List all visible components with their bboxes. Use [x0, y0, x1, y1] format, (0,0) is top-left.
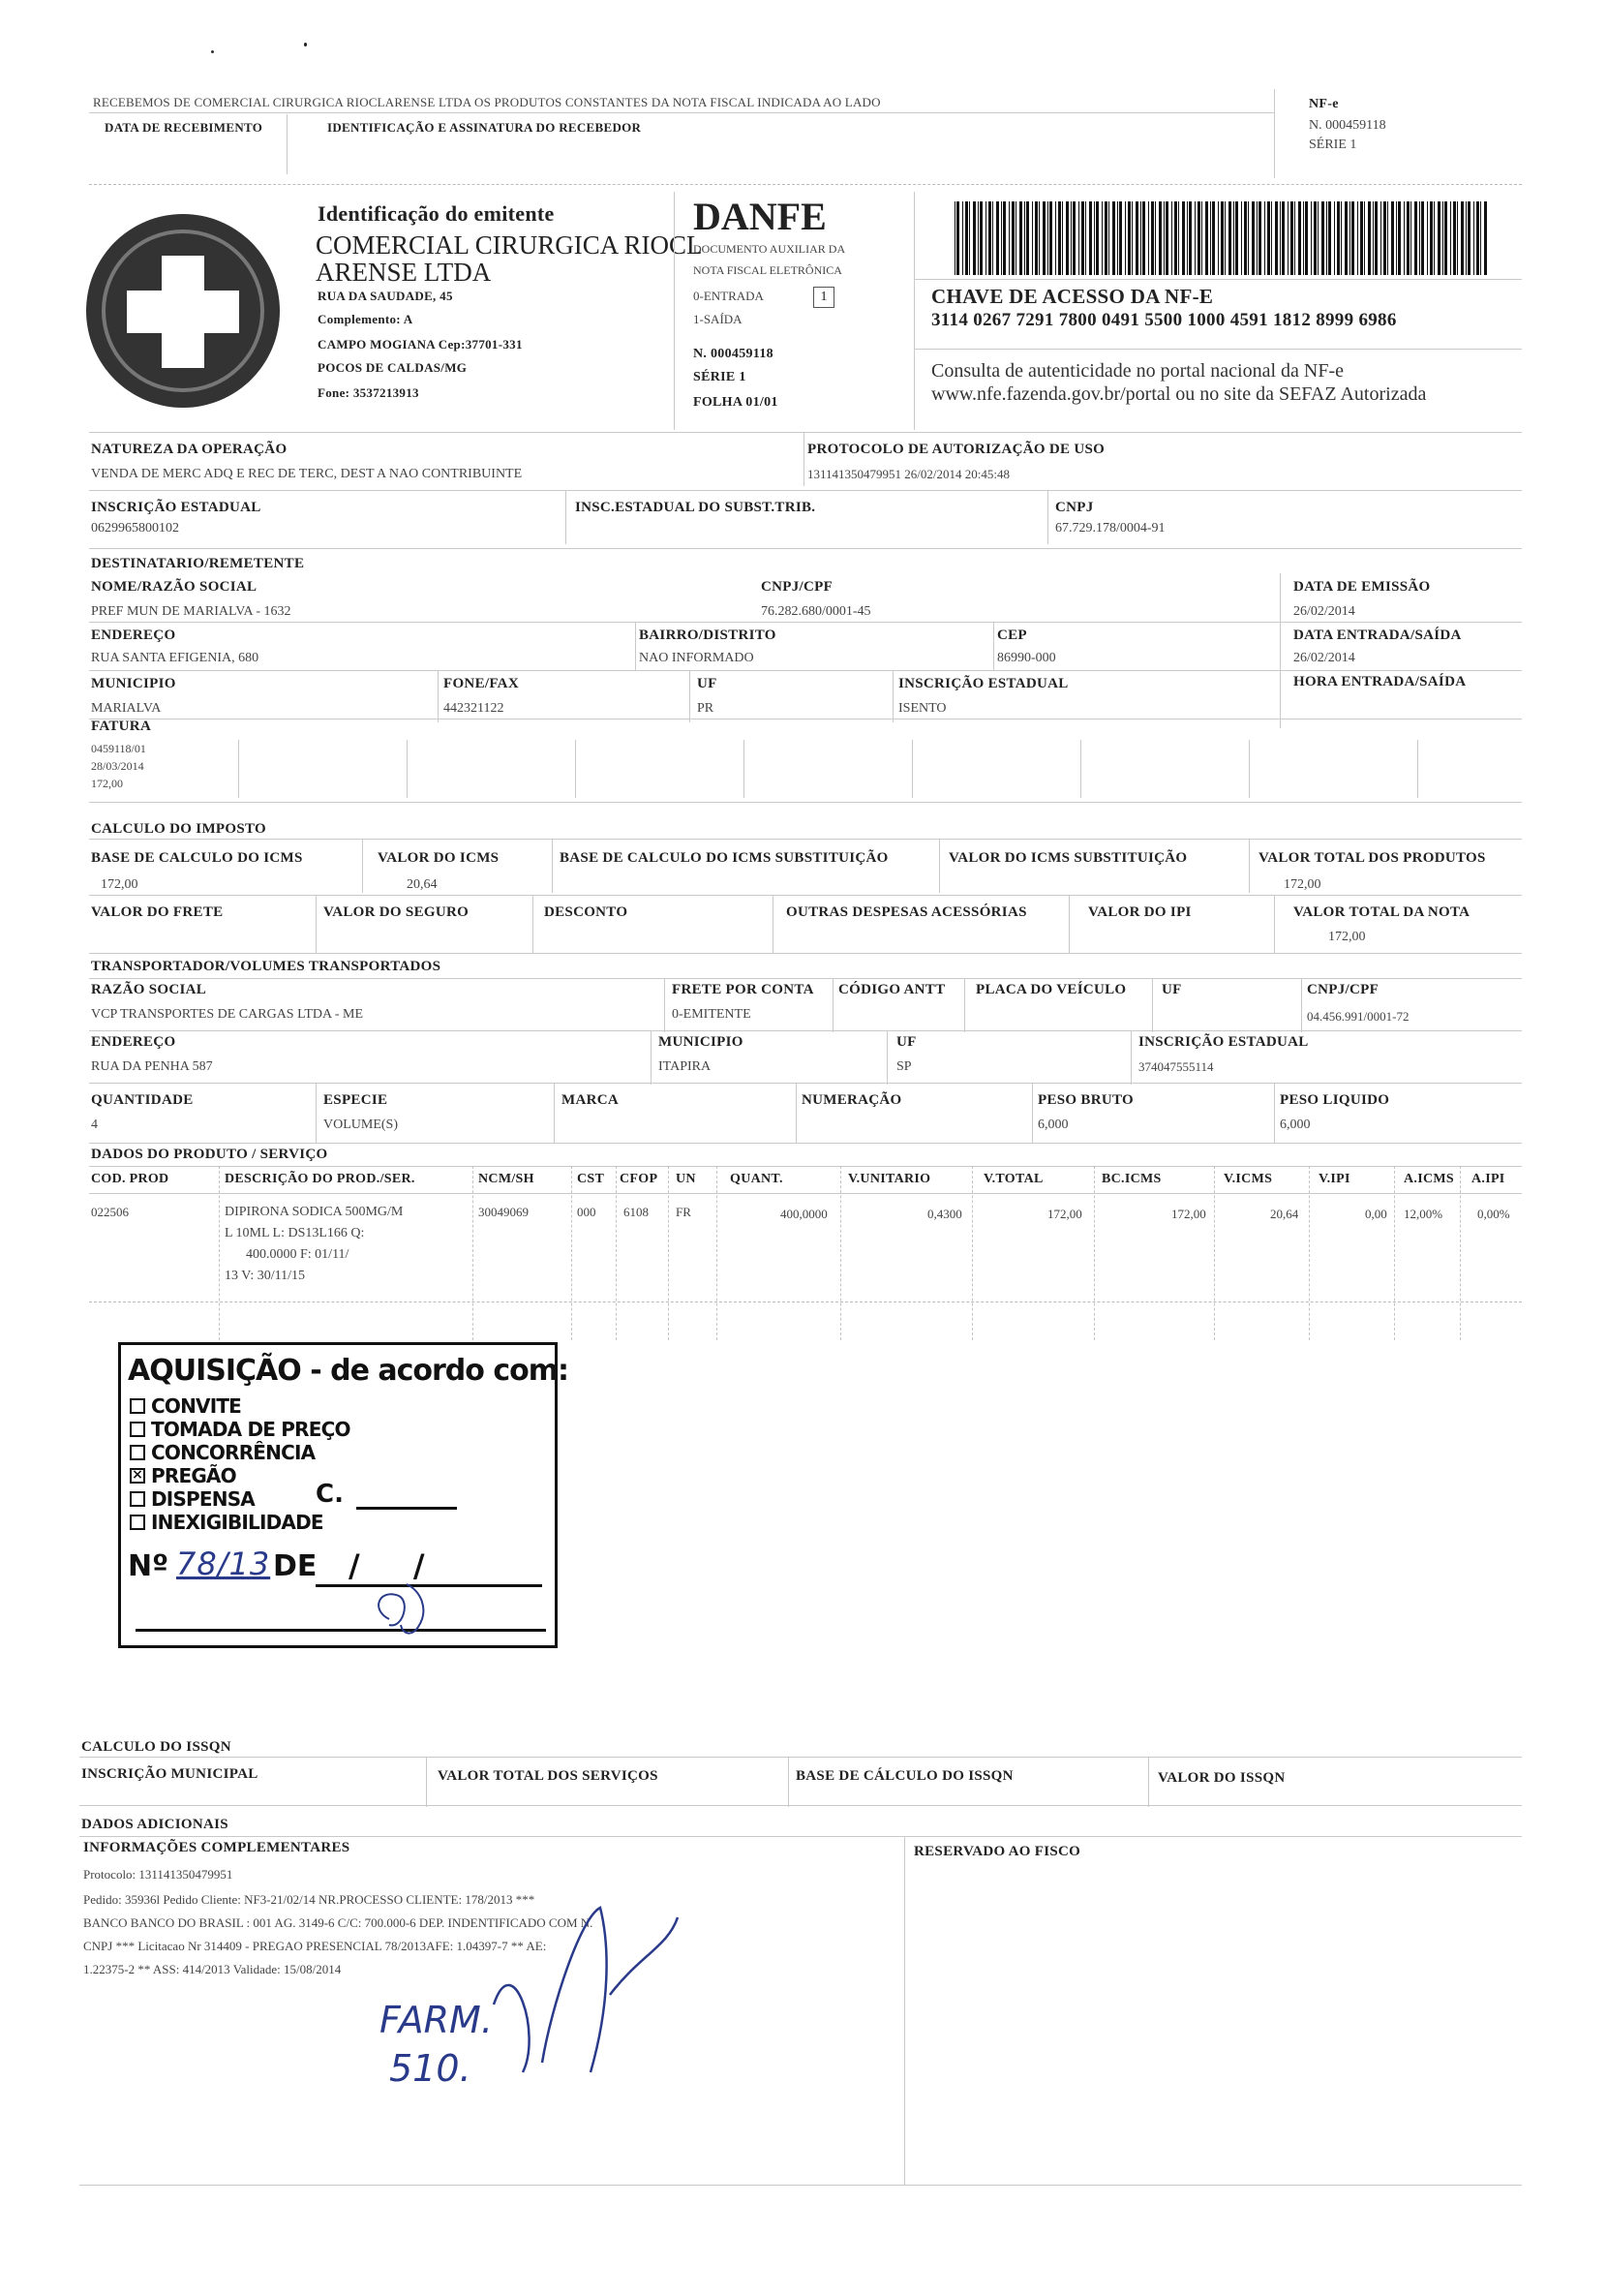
handwritten-signature	[484, 1888, 707, 2082]
net-weight-label: PESO LIQUIDO	[1280, 1092, 1390, 1108]
column-divider	[840, 1166, 841, 1340]
divider	[904, 1836, 905, 2185]
prod-vipi: 0,00	[1365, 1207, 1387, 1221]
products-header-cell: A.IPI	[1471, 1172, 1505, 1186]
divider	[89, 548, 1522, 549]
divider	[689, 670, 690, 722]
species-label: ESPECIE	[323, 1092, 388, 1108]
products-total-label: VALOR TOTAL DOS PRODUTOS	[1258, 850, 1486, 866]
stamp-number-handwritten: 78/13	[176, 1546, 271, 1582]
divider	[651, 1030, 652, 1085]
divider	[833, 978, 834, 1032]
recipient-district-value: NAO INFORMADO	[639, 651, 754, 665]
divider	[89, 953, 1522, 954]
emitter-name-2: ARENSE LTDA	[316, 258, 492, 287]
reserved-fisco-label: RESERVADO AO FISCO	[914, 1844, 1081, 1859]
cnpj-label: CNPJ	[1055, 500, 1094, 515]
column-divider	[571, 1166, 572, 1340]
recipient-district-label: BAIRRO/DISTRITO	[639, 628, 776, 643]
stamp-checkbox: ×	[130, 1468, 145, 1484]
ie-label: INSCRIÇÃO ESTADUAL	[91, 500, 261, 515]
issqn-services-label: VALOR TOTAL DOS SERVIÇOS	[438, 1768, 658, 1784]
receipt-nfe-series: SÉRIE 1	[1309, 138, 1357, 152]
prod-vicms: 20,64	[1270, 1207, 1299, 1221]
divider	[89, 1030, 1522, 1031]
plate-label: PLACA DO VEÍCULO	[976, 982, 1127, 997]
products-header-cell: CST	[577, 1172, 605, 1186]
products-total-value: 172,00	[1284, 877, 1321, 892]
danfe-subtitle-1: DOCUMENTO AUXILIAR DA	[693, 242, 846, 256]
qty-value: 4	[91, 1117, 98, 1132]
discount-label: DESCONTO	[544, 904, 628, 920]
prod-bc: 172,00	[1171, 1207, 1206, 1221]
numbering-label: NUMERAÇÃO	[802, 1092, 902, 1108]
recipient-emission-label: DATA DE EMISSÃO	[1293, 579, 1431, 595]
divider	[89, 432, 1522, 433]
receipt-nfe-number: N. 000459118	[1309, 118, 1386, 133]
divider	[796, 1083, 797, 1143]
carrier-address-value: RUA DA PENHA 587	[91, 1059, 213, 1074]
column-divider	[219, 1166, 220, 1340]
receipt-date-label: DATA DE RECEBIMENTO	[105, 120, 263, 135]
divider	[89, 978, 1522, 979]
additional-info-label: INFORMAÇÕES COMPLEMENTARES	[83, 1840, 350, 1855]
divider	[79, 1836, 1522, 1837]
divider	[1032, 1083, 1033, 1143]
emitter-complement: Complemento: A	[318, 312, 413, 326]
divider	[407, 740, 408, 798]
prod-desc-1: DIPIRONA SODICA 500MG/M	[225, 1205, 404, 1219]
invoice-label: FATURA	[91, 719, 152, 734]
divider	[79, 2185, 1522, 2186]
divider	[89, 1193, 1522, 1194]
emitter-phone: Fone: 3537213913	[318, 385, 419, 400]
divider	[1069, 895, 1070, 953]
recipient-address-value: RUA SANTA EFIGENIA, 680	[91, 651, 259, 665]
divider	[89, 1166, 1522, 1167]
divider	[552, 839, 553, 893]
divider	[1274, 1083, 1275, 1143]
carrier-ie-label: INSCRIÇÃO ESTADUAL	[1138, 1034, 1309, 1050]
note-total-value: 172,00	[1328, 930, 1366, 944]
stamp-c-line	[356, 1507, 457, 1510]
issqn-value-label: VALOR DO ISSQN	[1158, 1770, 1286, 1786]
carrier-name-value: VCP TRANSPORTES DE CARGAS LTDA - ME	[91, 1007, 364, 1022]
danfe-title: DANFE	[693, 195, 827, 238]
divider	[79, 1757, 1522, 1758]
divider	[939, 839, 940, 893]
divider	[788, 1757, 789, 1807]
divider	[1131, 1030, 1132, 1085]
stamp-option-label: DISPENSA	[151, 1487, 255, 1511]
divider	[1148, 1757, 1149, 1807]
danfe-type-box: 1	[813, 287, 834, 308]
divider	[316, 895, 317, 953]
handwritten-510: 510.	[389, 2047, 471, 2090]
recipient-cep-value: 86990-000	[997, 651, 1056, 665]
divider	[664, 978, 665, 1032]
invoice-line-3: 172,00	[91, 777, 123, 790]
divider	[89, 112, 1274, 113]
handwritten-farm: FARM.	[379, 1999, 493, 2041]
products-header-cell: V.UNITARIO	[848, 1172, 931, 1186]
brand-label: MARCA	[561, 1092, 619, 1108]
gross-weight-value: 6,000	[1038, 1117, 1069, 1132]
products-header-cell: A.ICMS	[1404, 1172, 1454, 1186]
recipient-city-value: MARIALVA	[91, 701, 162, 716]
divider	[1301, 978, 1302, 1032]
issqn-section-label: CALCULO DO ISSQN	[81, 1739, 231, 1755]
recipient-cep-label: CEP	[997, 628, 1027, 643]
emitter-name-1: COMERCIAL CIRURGICA RIOCL	[316, 230, 703, 260]
nature-value: VENDA DE MERC ADQ E REC DE TERC, DEST A NAO CONTRIBUINTE	[91, 467, 523, 481]
prod-desc-4: 13 V: 30/11/15	[225, 1269, 305, 1283]
column-divider	[1394, 1166, 1395, 1340]
carrier-cnpj-label: CNPJ/CPF	[1307, 982, 1380, 997]
icms-label: VALOR DO ICMS	[378, 850, 500, 866]
ie-value: 0629965800102	[91, 521, 179, 536]
additional-section-label: DADOS ADICIONAIS	[81, 1817, 228, 1832]
recipient-uf-value: PR	[697, 701, 714, 716]
recipient-section-label: DESTINATARIO/REMETENTE	[91, 556, 305, 571]
divider	[565, 490, 566, 544]
divider	[914, 192, 915, 430]
carrier-name-label: RAZÃO SOCIAL	[91, 982, 207, 997]
divider	[89, 1301, 1522, 1302]
additional-line-5: 1.22375-2 ** ASS: 414/2013 Validade: 15/08/2014	[83, 1962, 342, 1976]
carrier-uf2-label: UF	[896, 1034, 917, 1050]
gross-weight-label: PESO BRUTO	[1038, 1092, 1134, 1108]
stamp-title: AQUISIÇÃO - de acordo com:	[128, 1354, 568, 1388]
recipient-entry-label: DATA ENTRADA/SAÍDA	[1293, 628, 1462, 643]
freight-label: VALOR DO FRETE	[91, 904, 224, 920]
additional-line-1: Protocolo: 131141350479951	[83, 1867, 233, 1882]
nature-label: NATUREZA DA OPERAÇÃO	[91, 442, 288, 457]
carrier-city-value: ITAPIRA	[658, 1059, 712, 1074]
qty-label: QUANTIDADE	[91, 1092, 194, 1108]
barcode	[955, 201, 1493, 275]
column-divider	[716, 1166, 717, 1340]
divider	[887, 1030, 888, 1085]
divider	[1080, 740, 1081, 798]
recipient-city-label: MUNICIPIO	[91, 676, 176, 691]
emitter-city: CAMPO MOGIANA Cep:37701-331	[318, 337, 523, 352]
emitter-state: POCOS DE CALDAS/MG	[318, 360, 468, 375]
ipi-label: VALOR DO IPI	[1088, 904, 1192, 920]
prod-unit: 0,4300	[927, 1207, 962, 1221]
carrier-uf-label: UF	[1162, 982, 1182, 997]
stamp-option-label: CONVITE	[151, 1394, 242, 1418]
danfe-sheet: FOLHA 01/01	[693, 395, 778, 410]
scan-speck	[304, 43, 307, 46]
protocol-label: PROTOCOLO DE AUTORIZAÇÃO DE USO	[807, 442, 1106, 457]
invoice-line-1: 0459118/01	[91, 742, 146, 755]
recipient-cnpj-label: CNPJ/CPF	[761, 579, 834, 595]
stamp-number-prefix: Nº	[128, 1549, 169, 1583]
prod-code: 022506	[91, 1205, 129, 1219]
issqn-im-label: INSCRIÇÃO MUNICIPAL	[81, 1766, 258, 1782]
recipient-hour-label: HORA ENTRADA/SAÍDA	[1293, 674, 1467, 689]
stamp-checkbox	[130, 1445, 145, 1460]
tax-section-label: CALCULO DO IMPOSTO	[91, 821, 266, 837]
column-divider	[472, 1166, 473, 1340]
access-consult-2: www.nfe.fazenda.gov.br/portal ou no site da SEFAZ Autorizada	[931, 383, 1427, 405]
divider	[89, 802, 1522, 803]
access-key-label: CHAVE DE ACESSO DA NF-E	[931, 285, 1214, 308]
column-divider	[972, 1166, 973, 1340]
prod-un: FR	[676, 1205, 691, 1219]
base-st-label: BASE DE CALCULO DO ICMS SUBSTITUIÇÃO	[560, 850, 889, 866]
stamp-de-label: DE	[273, 1549, 318, 1583]
additional-line-4: CNPJ *** Licitacao Nr 314409 - PREGAO PRESENCIAL 78/2013AFE: 1.04397-7 ** AE:	[83, 1939, 547, 1953]
stamp-checkbox	[130, 1515, 145, 1530]
divider	[1047, 490, 1048, 544]
additional-line-3: BANCO BANCO DO BRASIL : 001 AG. 3149-6 C/C: 700.000-6 DEP. INDENTIFICADO COM N.	[83, 1915, 593, 1930]
stamp-c-label: C.	[316, 1480, 344, 1509]
scan-speck	[211, 50, 214, 53]
divider	[89, 1083, 1522, 1084]
cross-logo-icon	[79, 207, 288, 415]
divider	[912, 740, 913, 798]
divider	[316, 1083, 317, 1143]
divider	[89, 670, 1522, 671]
divider	[438, 670, 439, 722]
divider	[238, 740, 239, 798]
products-header-cell: DESCRIÇÃO DO PROD./SER.	[225, 1172, 415, 1186]
recipient-name-label: NOME/RAZÃO SOCIAL	[91, 579, 258, 595]
ie-st-label: INSC.ESTADUAL DO SUBST.TRIB.	[575, 500, 816, 515]
divider	[964, 978, 965, 1032]
recipient-name-value: PREF MUN DE MARIALVA - 1632	[91, 604, 291, 619]
access-consult-1: Consulta de autenticidade no portal nacional da NF-e	[931, 360, 1344, 382]
icms-value: 20,64	[407, 877, 438, 892]
recipient-entry-value: 26/02/2014	[1293, 651, 1355, 665]
column-divider	[668, 1166, 669, 1340]
column-divider	[1094, 1166, 1095, 1340]
divider	[89, 1143, 1522, 1144]
recipient-ie-value: ISENTO	[898, 701, 947, 716]
stamp-option-label: PREGÃO	[151, 1464, 236, 1487]
danfe-entry: 0-ENTRADA	[693, 289, 764, 303]
divider	[1274, 895, 1275, 953]
prod-desc-3: 400.0000 F: 01/11/	[246, 1247, 349, 1262]
carrier-cnpj-value: 04.456.991/0001-72	[1307, 1009, 1410, 1024]
other-expenses-label: OUTRAS DESPESAS ACESSÓRIAS	[786, 904, 1027, 920]
receipt-signature-label: IDENTIFICAÇÃO E ASSINATURA DO RECEBEDOR	[327, 120, 642, 135]
antt-label: CÓDIGO ANTT	[838, 982, 946, 997]
additional-line-2: Pedido: 35936l Pedido Cliente: NF3-21/02/14 NR.PROCESSO CLIENTE: 178/2013 ***	[83, 1892, 535, 1907]
carrier-city-label: MUNICIPIO	[658, 1034, 743, 1050]
transport-section-label: TRANSPORTADOR/VOLUMES TRANSPORTADOS	[91, 959, 441, 974]
stamp-checkbox	[130, 1398, 145, 1414]
divider	[89, 839, 1522, 840]
divider	[993, 622, 994, 670]
recipient-address-label: ENDEREÇO	[91, 628, 176, 643]
recipient-phone-label: FONE/FAX	[443, 676, 519, 691]
divider	[1249, 839, 1250, 893]
products-header-cell: V.TOTAL	[984, 1172, 1044, 1186]
danfe-exit: 1-SAÍDA	[693, 312, 743, 326]
products-header-cell: CFOP	[620, 1172, 658, 1186]
divider	[79, 1805, 1522, 1806]
products-header-cell: NCM/SH	[478, 1172, 534, 1186]
divider	[89, 895, 1522, 896]
issqn-base-label: BASE DE CÁLCULO DO ISSQN	[796, 1768, 1014, 1784]
products-header-cell: QUANT.	[730, 1172, 783, 1186]
danfe-number: N. 000459118	[693, 347, 773, 361]
net-weight-value: 6,000	[1280, 1117, 1311, 1132]
prod-desc-2: L 10ML L: DS13L166 Q:	[225, 1226, 365, 1240]
stamp-date-slashes: / /	[349, 1547, 446, 1584]
invoice-line-2: 28/03/2014	[91, 759, 144, 773]
stamp-option-label: TOMADA DE PREÇO	[151, 1418, 350, 1441]
divider	[89, 490, 1522, 491]
cut-line	[89, 184, 1522, 185]
note-total-label: VALOR TOTAL DA NOTA	[1293, 904, 1471, 920]
receipt-nfe-label: NF-e	[1309, 97, 1339, 111]
prod-total: 172,00	[1047, 1207, 1082, 1221]
divider	[1249, 740, 1250, 798]
icms-st-label: VALOR DO ICMS SUBSTITUIÇÃO	[949, 850, 1188, 866]
recipient-phone-value: 442321122	[443, 701, 504, 716]
column-divider	[1309, 1166, 1310, 1340]
divider	[893, 670, 894, 722]
prod-aipi: 0,00%	[1477, 1207, 1510, 1221]
carrier-uf2-value: SP	[896, 1059, 912, 1074]
stamp-option-label: CONCORRÊNCIA	[151, 1441, 316, 1464]
emitter-section-label: Identificação do emitente	[318, 201, 555, 226]
column-divider	[1460, 1166, 1461, 1340]
species-value: VOLUME(S)	[323, 1117, 398, 1132]
recipient-ie-label: INSCRIÇÃO ESTADUAL	[898, 676, 1069, 691]
cnpj-value: 67.729.178/0004-91	[1055, 521, 1166, 536]
column-divider	[1214, 1166, 1215, 1340]
freight-by-value: 0-EMITENTE	[672, 1007, 751, 1022]
stamp-option-label: INEXIGIBILIDADE	[151, 1511, 323, 1534]
products-header-cell: BC.ICMS	[1102, 1172, 1162, 1186]
products-header-cell: COD. PROD	[91, 1172, 169, 1186]
divider	[1417, 740, 1418, 798]
column-divider	[616, 1166, 617, 1340]
prod-ncm: 30049069	[478, 1205, 529, 1219]
stamp-checkbox	[130, 1422, 145, 1437]
products-header-cell: UN	[676, 1172, 696, 1186]
divider	[554, 1083, 555, 1143]
prod-cfop: 6108	[623, 1205, 649, 1219]
recipient-emission-value: 26/02/2014	[1293, 604, 1355, 619]
freight-by-label: FRETE POR CONTA	[672, 982, 814, 997]
divider	[426, 1757, 427, 1807]
carrier-address-label: ENDEREÇO	[91, 1034, 176, 1050]
divider	[89, 622, 1522, 623]
protocol-value: 131141350479951 26/02/2014 20:45:48	[807, 467, 1010, 481]
divider	[674, 192, 675, 430]
recipient-cnpj-value: 76.282.680/0001-45	[761, 604, 871, 619]
divider	[287, 114, 288, 174]
receipt-banner: RECEBEMOS DE COMERCIAL CIRURGICA RIOCLARENSE LTDA OS PRODUTOS CONSTANTES DA NOTA FISCAL INDICADA AO LADO	[93, 95, 881, 109]
prod-cst: 000	[577, 1205, 596, 1219]
divider	[1274, 89, 1275, 178]
divider	[914, 349, 1522, 350]
emitter-address: RUA DA SAUDADE, 45	[318, 289, 453, 303]
danfe-subtitle-2: NOTA FISCAL ELETRÔNICA	[693, 263, 842, 277]
products-header-cell: V.IPI	[1319, 1172, 1350, 1186]
products-header-cell: V.ICMS	[1224, 1172, 1273, 1186]
divider	[1152, 978, 1153, 1032]
prod-aicms: 12,00%	[1404, 1207, 1443, 1221]
divider	[635, 622, 636, 670]
divider	[1280, 573, 1281, 728]
stamp-signature	[360, 1580, 447, 1642]
insurance-label: VALOR DO SEGURO	[323, 904, 470, 920]
stamp-checkbox	[130, 1491, 145, 1507]
divider	[914, 279, 1522, 280]
access-key-value: 3114 0267 7291 7800 0491 5500 1000 4591 1812 8999 6986	[931, 310, 1397, 330]
stamp-signature-line	[136, 1629, 546, 1632]
recipient-uf-label: UF	[697, 676, 717, 691]
base-icms-label: BASE DE CALCULO DO ICMS	[91, 850, 303, 866]
danfe-series: SÉRIE 1	[693, 370, 746, 384]
divider	[743, 740, 744, 798]
products-section-label: DADOS DO PRODUTO / SERVIÇO	[91, 1147, 328, 1162]
divider	[575, 740, 576, 798]
base-icms-value: 172,00	[101, 877, 138, 892]
carrier-ie-value: 374047555114	[1138, 1059, 1214, 1074]
divider	[362, 839, 363, 893]
prod-qty: 400,0000	[780, 1207, 828, 1221]
divider	[532, 895, 533, 953]
